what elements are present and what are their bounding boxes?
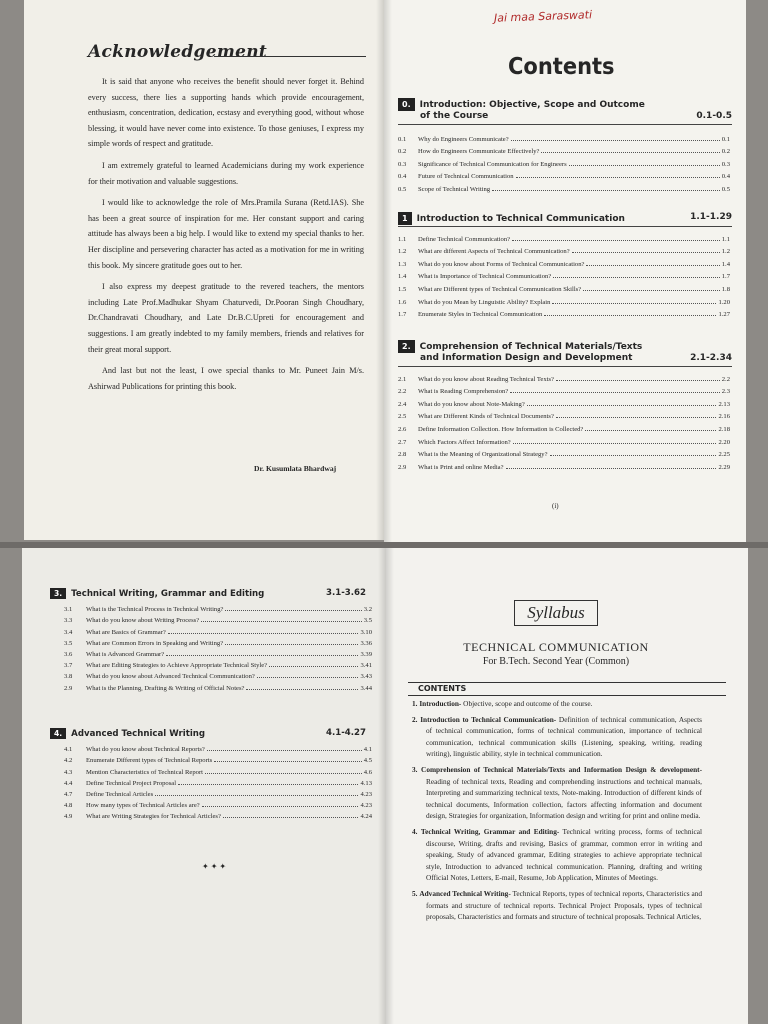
toc-entry <box>398 280 730 293</box>
toc-entry <box>64 776 372 787</box>
toc-entry <box>64 787 372 798</box>
separator-stars: ✦✦✦ <box>202 862 229 871</box>
entry-page: 4.24 <box>360 813 372 821</box>
entry-number: 4.1 <box>64 746 73 754</box>
entry-page: 1.20 <box>718 298 730 306</box>
syllabus-item-heading: Comprehension of Technical Materials/Texts and Information Design & development- <box>421 764 703 774</box>
syllabus-item <box>412 698 702 710</box>
dot-leader <box>225 610 361 611</box>
entry-number: 3.3 <box>64 617 73 625</box>
dot-leader <box>201 621 362 622</box>
section-0-entries <box>398 130 730 193</box>
ack-paragraph: It is said that anyone who receives the benefit should never forget it. Behind every success, there lies a supporting hands which provide encouragement, enthusiasm, concentration, dedication, ecstasy and everything good, without whose blessing, it would have never come into existence. To those geniuses, I express my simple words of respect and gratitude. <box>88 77 364 149</box>
entry-number: 0.4 <box>398 173 407 181</box>
syllabus-list <box>412 698 702 927</box>
entry-page: 2.13 <box>718 400 730 408</box>
entry-page: 0.3 <box>721 160 730 168</box>
section-heading-1 <box>398 212 732 225</box>
toc-entry <box>64 669 372 680</box>
dot-leader <box>527 405 717 406</box>
dot-leader <box>269 666 358 667</box>
dot-leader <box>572 252 720 253</box>
section-number: 1 <box>398 212 412 225</box>
toc-entry <box>398 143 730 156</box>
syllabus-item-heading: Advanced Technical Writing- <box>419 888 511 898</box>
entry-title: Define Technical Communication? <box>418 235 511 243</box>
entry-title: Which Factors Affect Information? <box>418 438 511 446</box>
toc-entry <box>398 370 730 383</box>
toc-entry <box>64 753 372 764</box>
course-subheading: For B.Tech. Second Year (Common) <box>482 656 630 667</box>
syllabus-item-text: Objective, scope and outcome of the course. <box>461 699 593 708</box>
section-title: Advanced Technical Writing <box>71 729 206 739</box>
toc-entry <box>398 458 730 471</box>
toc-entry <box>398 130 730 143</box>
toc-entry <box>64 742 372 753</box>
dot-leader <box>550 455 717 456</box>
entry-number: 3.4 <box>64 628 73 636</box>
entry-page: 2.29 <box>718 463 730 471</box>
syllabus-item-heading: Introduction to Technical Communication- <box>420 714 557 724</box>
entry-number: 0.5 <box>398 185 407 193</box>
entry-number: 1.2 <box>398 248 407 256</box>
syllabus-item <box>412 826 702 884</box>
entry-page: 2.25 <box>718 451 730 459</box>
section-title: Technical Writing, Grammar and Editing <box>71 589 265 599</box>
dot-leader <box>207 750 362 751</box>
entry-title: What are Writing Strategies for Technical Articles? <box>86 813 221 821</box>
toc-entry <box>398 395 730 408</box>
toc-entry <box>398 420 730 433</box>
entry-title: Future of Technical Communication <box>418 173 514 181</box>
entry-number: 2.6 <box>398 425 407 433</box>
section-title: Comprehension of Technical Materials/Texts <box>419 342 643 352</box>
dot-leader <box>513 443 717 444</box>
dot-leader <box>585 430 716 431</box>
toc-entry <box>398 230 730 243</box>
entry-title: What is the Meaning of Organizational Strategy? <box>418 451 548 459</box>
entry-title: What is Importance of Technical Communication? <box>418 273 552 281</box>
dot-leader <box>202 806 359 807</box>
section-rule <box>398 366 732 367</box>
syllabus-item-number: 1. <box>412 699 418 708</box>
dot-leader <box>583 290 720 291</box>
entry-page: 4.1 <box>363 746 372 754</box>
contents-title: Contents <box>508 52 615 80</box>
entry-title: What do you know about Advanced Technical Communication? <box>86 673 255 681</box>
entry-page: 1.7 <box>721 273 730 281</box>
syllabus-item <box>412 714 702 760</box>
section-title-line2: and Information Design and Development <box>420 353 633 363</box>
section-2-entries <box>398 370 730 471</box>
toc-entry <box>64 624 372 635</box>
entry-title: Define Technical Articles <box>86 790 154 798</box>
section-pages: 0.1-0.5 <box>696 111 732 121</box>
ack-paragraph: And last but not the least, I owe special thanks to Mr. Puneet Jain M/s. Ashirwad Publications for printing this book. <box>88 366 364 391</box>
entry-page: 4.5 <box>363 757 372 765</box>
entry-page: 1.1 <box>721 235 730 243</box>
syllabus-item-text: Technical writing process, forms of technical discourse, Writing, drafts and revising, Basics of grammar, common error in writing and speaking, Study of advanced grammar, Editing strategies to achieve appropriate technical style, Introduction to advanced technical communication. Planning, drafting and writing Official Notes, Letters, E-mail, Resume, Job Application, Minutes of Meetings. <box>426 826 702 883</box>
entry-title: How do Engineers Communicate Effectively? <box>418 148 540 156</box>
entry-page: 0.5 <box>721 185 730 193</box>
entry-page: 2.16 <box>718 413 730 421</box>
syllabus-item-text: Definition of technical communication, Aspects of technical communication, forms of technical communication, importance of technical communication, technical communication skills (Listening, speaking, writing, reading writing), linguistic ability, style in technical communication. <box>426 714 702 759</box>
dot-leader <box>553 277 719 278</box>
entry-number: 1.3 <box>398 260 407 268</box>
entry-page: 3.5 <box>363 617 372 625</box>
toc-entry <box>64 613 372 624</box>
entry-title: What is Print and online Media? <box>418 463 504 471</box>
entry-title: What is the Technical Process in Technical Writing? <box>86 606 224 614</box>
entry-number: 2.8 <box>398 451 407 459</box>
entry-page: 1.2 <box>721 248 730 256</box>
section-pages: 4.1-4.27 <box>326 728 366 738</box>
page-gutter-shadow <box>386 548 394 1024</box>
entry-title: What do you know about Reading Technical Texts? <box>418 375 554 383</box>
toc-entry <box>64 658 372 669</box>
dot-leader <box>492 190 720 191</box>
section-pages: 1.1-1.29 <box>690 212 732 222</box>
entry-title: What are Different Kinds of Technical Documents? <box>418 413 554 421</box>
dot-leader <box>511 140 720 141</box>
toc-entry <box>398 293 730 306</box>
entry-number: 3.8 <box>64 673 73 681</box>
syllabus-item-number: 4. <box>412 826 418 836</box>
toc-entry <box>398 268 730 281</box>
entry-title: Significance of Technical Communication for Engineers <box>418 160 567 168</box>
entry-page: 4.23 <box>360 802 372 810</box>
course-heading: TECHNICAL COMMUNICATION <box>463 640 649 654</box>
entry-page: 2.2 <box>721 375 730 383</box>
dot-leader <box>516 177 720 178</box>
entry-number: 2.9 <box>64 684 73 692</box>
entry-number: 1.4 <box>398 273 407 281</box>
entry-page: 0.1 <box>721 135 730 143</box>
entry-title: How many types of Technical Articles are? <box>86 802 200 810</box>
dot-leader <box>257 677 359 678</box>
entry-title: Define Information Collection. How Information is Collected? <box>418 425 584 433</box>
entry-number: 4.3 <box>64 768 73 776</box>
entry-number: 1.5 <box>398 285 407 293</box>
entry-number: 2.1 <box>398 375 407 383</box>
title-underline <box>214 56 366 57</box>
contents-continued-page <box>22 548 386 1024</box>
dot-leader <box>552 303 716 304</box>
entry-title: What are Editing Strategies to Achieve Appropriate Technical Style? <box>86 662 268 670</box>
entry-title: Scope of Technical Writing <box>418 185 491 193</box>
toc-entry <box>398 168 730 181</box>
section-title: Introduction: Objective, Scope and Outcome <box>419 100 645 110</box>
section-heading-0 <box>398 98 732 122</box>
dot-leader <box>512 240 720 241</box>
entry-page: 2.20 <box>718 438 730 446</box>
entry-page: 2.3 <box>721 388 730 396</box>
dot-leader <box>569 165 720 166</box>
entry-number: 1.7 <box>398 311 407 319</box>
ack-paragraph: I would like to acknowledge the role of Mrs.Pramila Surana (Retd.IAS). She has been a great source of inspiration for me. Her constant support and caring attitude has always been a big help. I would like to extend my special thanks to her. Her discipline and persevering character has acted as a motivation for me in writing this book. My sincere gratitude goes out to her. <box>88 198 364 270</box>
toc-entry <box>398 408 730 421</box>
entry-page: 0.2 <box>721 148 730 156</box>
entry-page: 2.18 <box>718 425 730 433</box>
entry-title: What is the Planning, Drafting & Writing of Official Notes? <box>86 684 245 692</box>
entry-number: 3.7 <box>64 662 73 670</box>
syllabus-page <box>386 548 748 1024</box>
toc-entry <box>64 602 372 613</box>
entry-page: 0.4 <box>721 173 730 181</box>
section-number: 4. <box>50 728 66 739</box>
entry-number: 3.6 <box>64 650 73 658</box>
entry-title: What are Basics of Grammar? <box>86 628 166 636</box>
entry-number: 0.1 <box>398 135 407 143</box>
dot-leader <box>178 784 358 785</box>
entry-title: What do you know about Writing Process? <box>86 617 200 625</box>
entry-page: 4.23 <box>360 790 372 798</box>
entry-title: What are Different types of Technical Communication Skills? <box>418 285 582 293</box>
toc-entry <box>398 446 730 459</box>
syllabus-item-number: 3. <box>412 764 418 774</box>
entry-title: What do you know about Technical Reports? <box>86 746 205 754</box>
syllabus-item <box>412 764 702 822</box>
entry-number: 4.2 <box>64 757 73 765</box>
dot-leader <box>155 795 358 796</box>
ack-paragraph: I also express my deepest gratitude to the revered teachers, the mentors including Late Prof.Madhukar Shyam Chaturvedi, Dr.Pooran Singh Choudhary, Dr.Chandravati Choudhary, and Late Dr.B.C.Upreti for encouragement and suggestions. I am greatly indebted to my family members, friends and relatives for their great moral support. <box>88 282 364 354</box>
handwritten-note: Jai maa Saraswati <box>493 8 593 25</box>
dot-leader <box>586 265 719 266</box>
section-pages: 2.1-2.34 <box>690 353 732 363</box>
toc-entry <box>398 383 730 396</box>
acknowledgement-body <box>88 74 364 400</box>
entry-number: 4.8 <box>64 802 73 810</box>
page-number: (i) <box>552 502 559 510</box>
section-number: 2. <box>398 340 415 353</box>
section-number: 0. <box>398 98 415 111</box>
contents-label: CONTENTS <box>408 682 726 696</box>
author-signature: Dr. Kusumlata Bhardwaj <box>254 464 337 473</box>
section-4-entries <box>64 742 372 820</box>
section-pages: 3.1-3.62 <box>326 588 366 598</box>
contents-page <box>384 0 746 542</box>
dot-leader <box>246 689 358 690</box>
toc-entry <box>398 433 730 446</box>
toc-entry <box>64 809 372 820</box>
page-gutter-shadow <box>378 548 386 1024</box>
syllabus-item-heading: Introduction- <box>419 699 462 708</box>
dot-leader <box>166 655 358 656</box>
dot-leader <box>214 761 362 762</box>
section-rule <box>398 226 732 227</box>
section-title-line2: of the Course <box>420 111 489 121</box>
syllabus-item-number: 5. <box>412 888 418 898</box>
entry-number: 1.6 <box>398 298 407 306</box>
entry-title: What do you know about Note-Making? <box>418 400 525 408</box>
entry-page: 3.36 <box>360 639 372 647</box>
dot-leader <box>556 417 717 418</box>
entry-page: 3.10 <box>360 628 372 636</box>
entry-number: 2.4 <box>398 400 407 408</box>
toc-entry <box>398 243 730 256</box>
syllabus-item <box>412 888 702 923</box>
syllabus-item-text: Technical Reports, types of technical reports, Characteristics and formats and structure of technical reports. Technical Project Proposals, types of technical proposals, Characteristics and formats and structure of technical proposals. Technical Articles, <box>426 888 702 922</box>
acknowledgement-page <box>24 0 384 540</box>
entry-page: 4.6 <box>363 768 372 776</box>
dot-leader <box>205 773 362 774</box>
entry-page: 3.43 <box>360 673 372 681</box>
entry-title: What do you know about Forms of Technical Communication? <box>418 260 585 268</box>
entry-title: What are different Aspects of Technical Communication? <box>418 248 570 256</box>
entry-page: 4.13 <box>360 779 372 787</box>
dot-leader <box>223 817 359 818</box>
toc-entry <box>398 180 730 193</box>
toc-entry <box>64 647 372 658</box>
ack-paragraph: I am extremely grateful to learned Academicians during my work experience for their motivation and valuable suggestions. <box>88 160 364 186</box>
dot-leader <box>506 468 717 469</box>
toc-entry <box>64 680 372 691</box>
entry-page: 1.27 <box>718 311 730 319</box>
syllabus-title: Syllabus <box>514 600 598 626</box>
section-1-entries <box>398 230 730 318</box>
syllabus-item-number: 2. <box>412 714 418 724</box>
section-heading-4 <box>50 728 366 739</box>
entry-title: Why do Engineers Communicate? <box>418 135 509 143</box>
acknowledgement-title: Acknowledgement <box>88 42 268 62</box>
syllabus-item-heading: Technical Writing, Grammar and Editing- <box>420 826 560 836</box>
entry-page: 3.41 <box>360 662 372 670</box>
toc-entry <box>398 255 730 268</box>
entry-page: 1.4 <box>721 260 730 268</box>
section-rule <box>398 124 732 125</box>
entry-title: Enumerate Different types of Technical Reports <box>86 757 213 765</box>
entry-number: 2.7 <box>398 438 407 446</box>
entry-title: What are Common Errors in Speaking and Writing? <box>86 639 224 647</box>
toc-entry <box>64 636 372 647</box>
entry-title: What is Reading Comprehension? <box>418 388 509 396</box>
section-heading-2 <box>398 340 732 364</box>
syllabus-item-text: Reading of technical texts, Reading and comprehending instructions and technical manuals, Interpreting and summarizing technical texts, Note-making. Introduction of different kinds of technical documents, Information collection, factors affecting information and document design, Strategies for organization, Information design and writing for print and online media. <box>426 776 702 821</box>
dot-leader <box>168 633 359 634</box>
toc-entry <box>398 155 730 168</box>
entry-page: 1.8 <box>721 285 730 293</box>
entry-title: Enumerate Styles in Technical Communication <box>418 311 543 319</box>
entry-title: Mention Characteristics of Technical Report <box>86 768 203 776</box>
entry-number: 0.3 <box>398 160 407 168</box>
toc-entry <box>398 306 730 319</box>
entry-number: 4.9 <box>64 813 73 821</box>
toc-entry <box>64 798 372 809</box>
entry-page: 3.2 <box>363 606 372 614</box>
entry-number: 2.9 <box>398 463 407 471</box>
dot-leader <box>225 644 358 645</box>
section-title: Introduction to Technical Communication <box>416 214 625 224</box>
dot-leader <box>541 152 719 153</box>
dot-leader <box>510 392 719 393</box>
entry-number: 0.2 <box>398 148 407 156</box>
entry-title: What do you Mean by Linguistic Ability? Explain <box>418 298 551 306</box>
entry-title: What is Advanced Grammar? <box>86 650 165 658</box>
entry-number: 2.5 <box>398 413 407 421</box>
toc-entry <box>64 764 372 775</box>
entry-number: 3.1 <box>64 606 73 614</box>
dot-leader <box>544 315 716 316</box>
entry-number: 1.1 <box>398 235 407 243</box>
entry-number: 4.7 <box>64 790 73 798</box>
entry-page: 3.44 <box>360 684 372 692</box>
page-gutter-shadow <box>384 0 392 542</box>
entry-number: 3.5 <box>64 639 73 647</box>
section-3-entries <box>64 602 372 692</box>
page-gutter-shadow <box>376 0 384 540</box>
dot-leader <box>556 380 720 381</box>
entry-title: Define Technical Project Proposal <box>86 779 177 787</box>
section-number: 3. <box>50 588 66 599</box>
entry-page: 3.39 <box>360 650 372 658</box>
section-heading-3 <box>50 588 366 599</box>
entry-number: 4.4 <box>64 779 73 787</box>
entry-number: 2.2 <box>398 388 407 396</box>
